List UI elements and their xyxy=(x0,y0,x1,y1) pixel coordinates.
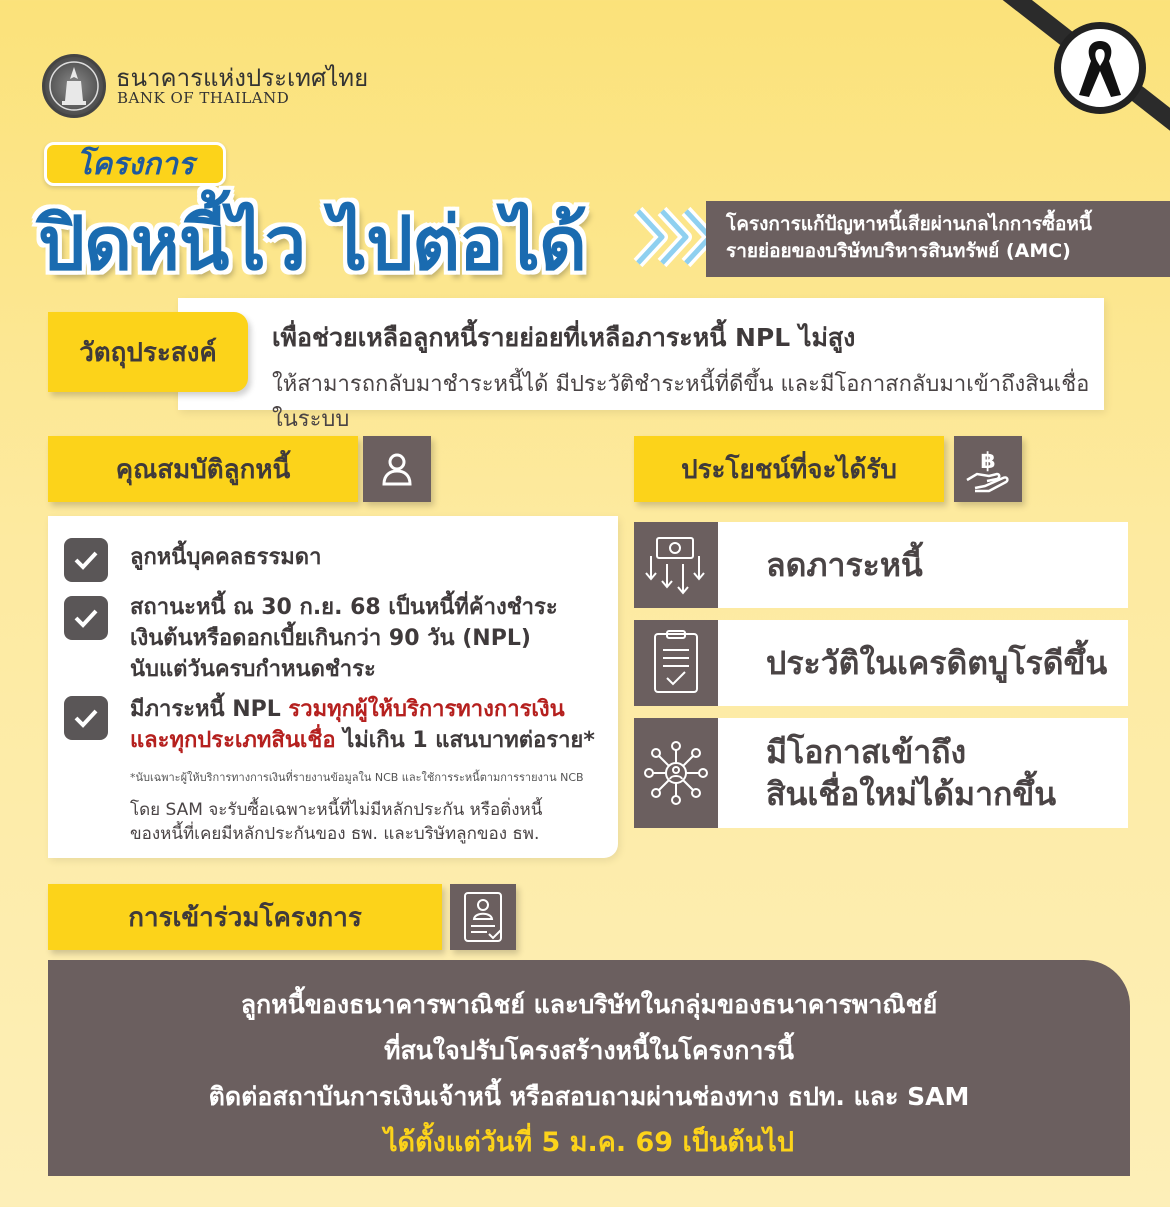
person-icon xyxy=(363,436,431,502)
qualification-footnote: *นับเฉพาะผู้ให้บริการทางการเงินที่รายงานข้อมูลใน NCB และใช้การระหนี้ตามการรายงาน NCB xyxy=(130,771,584,784)
participation-label: การเข้าร่วมโครงการ xyxy=(48,884,442,950)
participation-start-date: ได้ตั้งแต่วันที่ 5 ม.ค. 69 เป็นต้นไป xyxy=(383,1127,795,1158)
check-icon xyxy=(64,596,108,640)
qualification-highlight: รวมทุกผู้ให้บริการทางการเงิน xyxy=(288,697,565,722)
benefit-item xyxy=(634,718,1128,828)
participation-line: ติดต่อสถาบันการเงินเจ้าหนี้ หรือสอบถามผ่านช่องทาง ธปท. และ SAM xyxy=(208,1082,970,1111)
qualification-sam-note xyxy=(130,798,542,846)
qualification-line: เงินต้นหรือดอกเบี้ยเกินกว่า 90 วัน (NPL) xyxy=(130,626,531,651)
black-ribbon-icon xyxy=(1054,22,1146,114)
benefit-text xyxy=(718,718,1128,828)
sam-note-line: ของหนี้ที่เคยมีหลักประกันของ ธพ. และบริษัทลูกของ ธพ. xyxy=(130,824,540,844)
chevron-arrows-icon xyxy=(630,205,716,273)
qualifications-label: คุณสมบัติลูกหนี้ xyxy=(48,436,358,502)
project-tag: โครงการ xyxy=(44,142,226,186)
person-network-icon xyxy=(634,718,718,828)
qualification-text: ไม่เกิน 1 แสนบาทต่อราย* xyxy=(335,728,595,753)
participation-box xyxy=(48,960,1130,1176)
benefit-line: มีโอกาสเข้าถึง xyxy=(766,733,967,771)
sam-note-line: โดย SAM จะรับซื้อเฉพาะหนี้ที่ไม่มีหลักประกัน หรือติ่งหนี้ xyxy=(130,800,543,820)
svg-text:฿: ฿ xyxy=(980,449,996,474)
objective-card xyxy=(178,298,1104,432)
objective-detail: ให้สามารถกลับมาชำระหนี้ได้ มีประวัติชำระหนี้ที่ดีขึ้น และมีโอกาสกลับมาเข้าถึงสินเชื่อในระบบ xyxy=(272,372,1090,432)
document-check-icon xyxy=(634,620,718,706)
qualification-line: สถานะหนี้ ณ 30 ก.ย. 68 เป็นหนี้ที่ค้างชำระ xyxy=(130,595,558,620)
objective-label: วัตถุประสงค์ xyxy=(48,312,248,392)
logo-name-english: BANK OF THAILAND xyxy=(117,89,290,107)
benefit-line: สินเชื่อใหม่ได้มากขึ้น xyxy=(766,775,1057,813)
subtitle-line: รายย่อยของบริษัทบริหารสินทรัพย์ (AMC) xyxy=(726,240,1071,262)
hand-coin-icon xyxy=(954,436,1022,502)
participation-line: ที่สนใจปรับโครงสร้างหนี้ในโครงการนี้ xyxy=(384,1036,794,1065)
benefit-item xyxy=(634,620,1128,706)
bot-logo-seal xyxy=(42,54,106,118)
logo-name-thai: ธนาคารแห่งประเทศไทย xyxy=(116,64,369,92)
subtitle-banner xyxy=(706,201,1170,277)
benefit-text: ประวัติในเครดิตบูโรดีขึ้น xyxy=(718,620,1128,706)
objective-headline: เพื่อช่วยเหลือลูกหนี้รายย่อยที่เหลือภาระหนี้ NPL ไม่สูง xyxy=(272,323,856,352)
qualification-item xyxy=(130,592,558,685)
participation-line: ลูกหนี้ของธนาคารพาณิชย์ และบริษัทในกลุ่มของธนาคารพาณิชย์ xyxy=(240,990,938,1019)
check-icon xyxy=(64,538,108,582)
qualifications-card xyxy=(48,516,618,858)
qualification-item xyxy=(130,694,595,756)
qualification-text: มีภาระหนี้ NPL xyxy=(130,697,289,722)
benefit-text: ลดภาระหนี้ xyxy=(718,522,1128,608)
qualification-highlight: และทุกประเภทสินเชื่อ xyxy=(130,728,336,753)
page-title: ปิดหนี้ไว ไปต่อได้ xyxy=(38,201,586,287)
benefit-item xyxy=(634,522,1128,608)
benefits-label: ประโยชน์ที่จะได้รับ xyxy=(634,436,944,502)
money-down-icon xyxy=(634,522,718,608)
qualification-line: นับแต่วันครบกำหนดชำระ xyxy=(130,657,376,682)
check-icon xyxy=(64,696,108,740)
document-person-icon xyxy=(450,884,516,950)
qualification-item: ลูกหนี้บุคคลธรรมดา xyxy=(130,545,322,570)
subtitle-line: โครงการแก้ปัญหาหนี้เสียผ่านกลไกการซื้อหนี้ xyxy=(726,213,1092,235)
